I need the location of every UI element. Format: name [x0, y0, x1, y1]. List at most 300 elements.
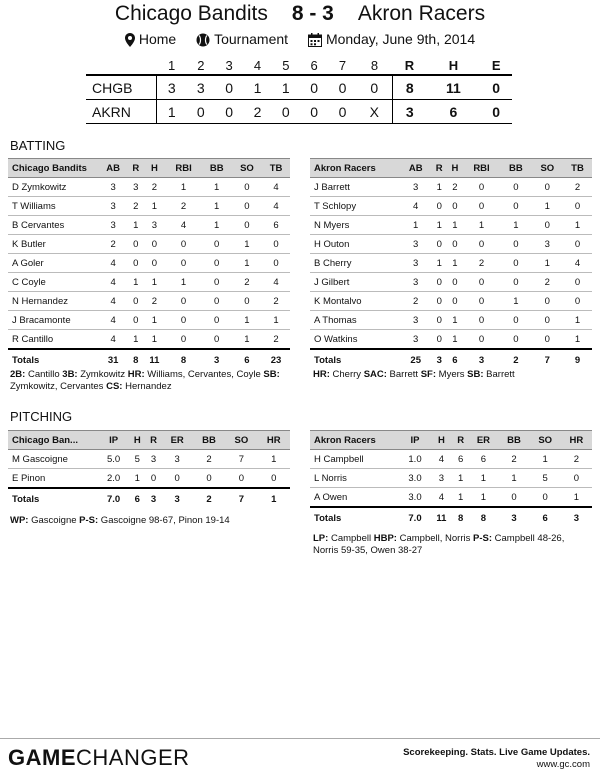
stat-value: 0 — [166, 235, 202, 254]
stat-value: 0 — [143, 254, 165, 273]
hits-header: H — [448, 57, 459, 73]
stat-column-header: SO — [232, 159, 262, 178]
stat-value: 1 — [202, 216, 232, 235]
stat-value: 0 — [431, 330, 447, 350]
logo-changer: CHANGER — [76, 745, 190, 770]
player-row — [310, 488, 592, 508]
home-pitching-notes — [10, 515, 290, 527]
stat-column-header: ER — [162, 431, 193, 450]
note-text: Gascoigne — [28, 515, 80, 526]
footer-tagline — [403, 747, 590, 771]
inning-score: 0 — [187, 100, 215, 124]
team-column-header: Akron Racers — [310, 431, 400, 450]
stat-value: 3 — [145, 450, 161, 469]
stat-value: 0 — [258, 469, 290, 489]
stat-value: 1 — [202, 178, 232, 197]
stat-value: 0 — [128, 311, 143, 330]
note-label: HR: — [127, 369, 145, 380]
player-name: T Schlopy — [310, 197, 400, 216]
stat-value: 1 — [431, 216, 447, 235]
stat-column-header: IP — [98, 431, 129, 450]
stat-value: 0 — [532, 292, 563, 311]
stat-column-header: H — [129, 431, 145, 450]
total-value: 6 — [447, 349, 463, 370]
total-value: 3 — [162, 488, 193, 509]
stat-value: 0 — [166, 292, 202, 311]
inning-score: 1 — [272, 75, 300, 100]
player-name: D Zymkowitz — [8, 178, 98, 197]
note-label: LP: — [313, 533, 329, 544]
player-row — [8, 450, 290, 469]
stat-value: 1 — [500, 216, 531, 235]
total-value: 25 — [400, 349, 431, 370]
player-row — [310, 311, 592, 330]
stat-value: 2 — [463, 254, 500, 273]
stat-value: 4 — [262, 178, 290, 197]
stat-value: 3 — [143, 216, 165, 235]
player-name: L Norris — [310, 469, 400, 488]
stat-value: 0 — [447, 197, 463, 216]
calendar-icon — [308, 33, 322, 47]
stat-value: 0 — [463, 235, 500, 254]
inning-score: X — [357, 100, 393, 124]
inning-score: 0 — [328, 100, 356, 124]
linescore-team: CHGB — [86, 75, 157, 100]
stat-value: 0 — [500, 235, 531, 254]
stat-value: 0 — [166, 330, 202, 350]
stat-value: 1 — [166, 178, 202, 197]
game-title — [0, 0, 600, 28]
date-info — [308, 29, 475, 49]
home-batting-notes — [10, 369, 290, 393]
stat-value: 2 — [563, 178, 592, 197]
ball-icon — [196, 33, 210, 47]
footer-divider — [0, 738, 600, 739]
player-name: H Campbell — [310, 450, 400, 469]
stat-value: 0 — [143, 235, 165, 254]
stat-value: 3 — [162, 450, 193, 469]
note-text: Cantillo — [25, 369, 63, 380]
stat-value: 1 — [232, 254, 262, 273]
stat-value: 1 — [232, 311, 262, 330]
stat-value: 0 — [202, 235, 232, 254]
stat-value: 4 — [98, 330, 128, 350]
note-text: Cherry — [329, 369, 364, 380]
stat-value: 0 — [431, 235, 447, 254]
stat-value: 1 — [262, 311, 290, 330]
stat-value: 0 — [563, 235, 592, 254]
pitching-section-title: PITCHING — [10, 409, 73, 424]
gamechanger-logo — [8, 745, 190, 771]
stat-header-row — [8, 431, 290, 450]
note-text: Myers — [436, 369, 468, 380]
stat-value: 0 — [431, 273, 447, 292]
stat-value: 0 — [532, 330, 563, 350]
inning-score: 1 — [157, 100, 187, 124]
away-pitching-notes — [313, 533, 583, 557]
stat-value: 3.0 — [400, 469, 430, 488]
inning-score: 0 — [300, 100, 328, 124]
player-name: B Cherry — [310, 254, 400, 273]
home-team-name: Chicago Bandits — [114, 2, 268, 25]
player-name: J Bracamonte — [8, 311, 98, 330]
total-value: 3 — [463, 349, 500, 370]
note-label: P-S: — [473, 533, 492, 544]
stat-value: 2.0 — [98, 469, 129, 489]
stat-value: 4 — [98, 292, 128, 311]
stat-value: 3 — [98, 197, 128, 216]
stat-value: 0 — [232, 197, 262, 216]
stat-value: 0 — [500, 273, 531, 292]
stat-value: 1 — [143, 273, 165, 292]
linescore-team: AKRN — [86, 100, 157, 124]
stat-value: 2 — [447, 178, 463, 197]
player-name: E Pinon — [8, 469, 98, 489]
total-hits: 6 — [427, 100, 481, 124]
player-row — [310, 254, 592, 273]
logo-game: GAME — [8, 745, 76, 770]
player-name: T Williams — [8, 197, 98, 216]
totals-row — [8, 488, 290, 509]
stat-value: 1 — [563, 311, 592, 330]
total-value: 11 — [143, 349, 165, 370]
total-hits: 11 — [427, 75, 481, 100]
stat-value: 0 — [563, 273, 592, 292]
stat-column-header: RBI — [166, 159, 202, 178]
stat-value: 0 — [193, 469, 225, 489]
stat-value: 0 — [530, 488, 561, 508]
stat-value: 3 — [400, 235, 431, 254]
stat-column-header: TB — [262, 159, 290, 178]
stat-value: 3 — [400, 254, 431, 273]
stat-value: 1 — [463, 216, 500, 235]
stat-column-header: R — [453, 431, 469, 450]
stat-value: 3 — [98, 178, 128, 197]
stat-value: 1 — [447, 311, 463, 330]
stat-column-header: BB — [202, 159, 232, 178]
linescore-row — [86, 100, 512, 124]
total-value: 11 — [430, 507, 453, 528]
stat-value: 3 — [532, 235, 563, 254]
stat-value: 0 — [202, 254, 232, 273]
stat-column-header: AB — [400, 159, 431, 178]
stat-value: 1 — [129, 469, 145, 489]
stat-value: 0 — [463, 273, 500, 292]
stat-value: 4 — [563, 254, 592, 273]
totals-row — [310, 349, 592, 370]
stat-value: 1 — [447, 330, 463, 350]
inning-score: 3 — [187, 75, 215, 100]
stat-header-row — [310, 159, 592, 178]
stat-value: 1 — [447, 254, 463, 273]
note-label: 3B: — [62, 369, 78, 380]
total-errors: 0 — [480, 100, 512, 124]
note-label: SB: — [467, 369, 484, 380]
inning-score: 1 — [243, 75, 271, 100]
linescore-table — [86, 56, 512, 124]
stat-value: 0 — [128, 254, 143, 273]
stat-value: 0 — [262, 254, 290, 273]
note-label: SB: — [263, 369, 280, 380]
note-text: Gascoigne 98-67, Pinon 19-14 — [98, 515, 230, 526]
stat-value: 0 — [447, 273, 463, 292]
player-name: A Goler — [8, 254, 98, 273]
player-row — [8, 216, 290, 235]
total-value: 3 — [202, 349, 232, 370]
total-value: 3 — [431, 349, 447, 370]
player-row — [310, 178, 592, 197]
tagline-text: Scorekeeping. Stats. Live Game Updates. — [403, 747, 590, 758]
player-row — [310, 273, 592, 292]
total-value: 3 — [145, 488, 161, 509]
stat-value: 1 — [453, 469, 469, 488]
stat-value: 2 — [262, 292, 290, 311]
inning-header: 2 — [197, 57, 205, 73]
stat-value: 0 — [500, 330, 531, 350]
inning-header: 6 — [310, 57, 318, 73]
stat-value: 2 — [143, 292, 165, 311]
player-row — [310, 292, 592, 311]
total-value: 2 — [500, 349, 531, 370]
total-value: 7 — [532, 349, 563, 370]
stat-value: 1 — [561, 488, 592, 508]
player-name: C Coyle — [8, 273, 98, 292]
map-pin-icon — [125, 33, 135, 47]
stat-value: 0 — [532, 216, 563, 235]
stat-column-header: HR — [561, 431, 592, 450]
stat-value: 6 — [468, 450, 498, 469]
stat-value: 1 — [447, 216, 463, 235]
stat-value: 0 — [162, 469, 193, 489]
total-runs: 8 — [392, 75, 426, 100]
stat-value: 1 — [232, 330, 262, 350]
stat-value: 1.0 — [400, 450, 430, 469]
stat-value: 4 — [98, 254, 128, 273]
stat-value: 1 — [498, 469, 529, 488]
stat-value: 2 — [166, 197, 202, 216]
note-text: Hernandez — [122, 381, 172, 392]
inning-score: 0 — [215, 75, 243, 100]
away-pitching-table — [310, 430, 592, 528]
stat-value: 0 — [563, 197, 592, 216]
stat-column-header: IP — [400, 431, 430, 450]
home-batting-table — [8, 158, 290, 370]
stat-column-header: SO — [532, 159, 563, 178]
stat-value: 2 — [532, 273, 563, 292]
player-name: A Thomas — [310, 311, 400, 330]
batting-section-title: BATTING — [10, 138, 66, 153]
stat-value: 0 — [447, 292, 463, 311]
stat-value: 0 — [500, 254, 531, 273]
team-column-header: Chicago Bandits — [8, 159, 98, 178]
total-value: 23 — [262, 349, 290, 370]
away-batting-table — [310, 158, 592, 370]
stat-value: 2 — [232, 273, 262, 292]
stat-column-header: AB — [98, 159, 128, 178]
note-text: Zymkowitz, Cervantes — [10, 381, 107, 392]
note-label: HR: — [313, 369, 330, 380]
player-row — [8, 330, 290, 350]
inning-score: 2 — [243, 100, 271, 124]
stat-value: 1 — [500, 292, 531, 311]
total-value: 1 — [258, 488, 290, 509]
stat-value: 3 — [98, 216, 128, 235]
stat-column-header: HR — [258, 431, 290, 450]
stat-value: 1 — [166, 273, 202, 292]
totals-label: Totals — [8, 488, 98, 509]
total-value: 31 — [98, 349, 128, 370]
location-info — [125, 29, 176, 49]
inning-header: 5 — [282, 57, 290, 73]
errors-header: E — [491, 57, 501, 73]
totals-row — [310, 507, 592, 528]
stat-value: 0 — [561, 469, 592, 488]
player-row — [8, 469, 290, 489]
total-value: 3 — [498, 507, 529, 528]
stat-column-header: SO — [530, 431, 561, 450]
total-runs: 3 — [392, 100, 426, 124]
stat-value: 0 — [463, 178, 500, 197]
stat-value: 1 — [143, 330, 165, 350]
stat-value: 2 — [561, 450, 592, 469]
stat-value: 1 — [530, 450, 561, 469]
stat-value: 0 — [563, 292, 592, 311]
stat-value: 2 — [498, 450, 529, 469]
home-pitching-table — [8, 430, 290, 509]
stat-value: 1 — [532, 254, 563, 273]
stat-value: 0 — [225, 469, 257, 489]
inning-score: 0 — [300, 75, 328, 100]
stat-value: 2 — [262, 330, 290, 350]
linescore-corner — [86, 56, 157, 75]
stat-column-header: BB — [193, 431, 225, 450]
stat-column-header: SO — [225, 431, 257, 450]
stat-column-header: ER — [468, 431, 498, 450]
totals-label: Totals — [310, 349, 400, 370]
player-row — [8, 178, 290, 197]
stat-value: 1 — [400, 216, 431, 235]
player-row — [310, 330, 592, 350]
player-row — [8, 292, 290, 311]
stat-value: 0 — [447, 235, 463, 254]
inning-score: 0 — [357, 75, 393, 100]
inning-score: 0 — [272, 100, 300, 124]
stat-value: 4 — [262, 273, 290, 292]
player-name: N Hernandez — [8, 292, 98, 311]
stat-value: 1 — [128, 330, 143, 350]
stat-value: 1 — [431, 178, 447, 197]
stat-value: 3 — [400, 311, 431, 330]
linescore-row — [86, 75, 512, 100]
stat-value: 1 — [563, 216, 592, 235]
stat-value: 3 — [400, 330, 431, 350]
stat-value: 0 — [232, 216, 262, 235]
stat-value: 3 — [400, 178, 431, 197]
stat-column-header: RBI — [463, 159, 500, 178]
stat-value: 0 — [498, 488, 529, 508]
total-value: 2 — [193, 488, 225, 509]
stat-value: 0 — [166, 311, 202, 330]
stat-value: 4 — [166, 216, 202, 235]
inning-header: 7 — [338, 57, 347, 73]
stat-column-header: R — [145, 431, 161, 450]
note-label: WP: — [10, 515, 29, 526]
stat-value: 6 — [262, 216, 290, 235]
stat-value: 0 — [532, 178, 563, 197]
stat-value: 0 — [145, 469, 161, 489]
away-team-name: Akron Racers — [357, 2, 486, 25]
stat-value: 0 — [431, 197, 447, 216]
stat-value: 1 — [532, 197, 563, 216]
stat-value: 4 — [400, 197, 431, 216]
stat-column-header: H — [430, 431, 453, 450]
stat-value: 1 — [468, 488, 498, 508]
stat-value: 2 — [98, 235, 128, 254]
stat-value: 0 — [166, 254, 202, 273]
player-name: H Outon — [310, 235, 400, 254]
stat-value: 0 — [463, 197, 500, 216]
stat-value: 0 — [463, 292, 500, 311]
note-text: Zymkowitz — [77, 369, 128, 380]
team-column-header: Chicago Ban... — [8, 431, 98, 450]
inning-score: 3 — [157, 75, 187, 100]
stat-value: 3 — [430, 469, 453, 488]
inning-header: 4 — [253, 57, 262, 73]
stat-value: 1 — [258, 450, 290, 469]
player-name: N Myers — [310, 216, 400, 235]
inning-score: 0 — [215, 100, 243, 124]
stat-column-header: TB — [563, 159, 592, 178]
stat-value: 2 — [193, 450, 225, 469]
player-name: M Gascoigne — [8, 450, 98, 469]
stat-column-header: BB — [498, 431, 529, 450]
player-name: K Butler — [8, 235, 98, 254]
total-value: 8 — [166, 349, 202, 370]
stat-value: 1 — [232, 235, 262, 254]
player-row — [8, 197, 290, 216]
player-row — [310, 216, 592, 235]
player-name: B Cervantes — [8, 216, 98, 235]
stat-value: 4 — [262, 197, 290, 216]
stat-value: 1 — [453, 488, 469, 508]
player-row — [310, 450, 592, 469]
stat-value: 0 — [463, 330, 500, 350]
stat-value: 0 — [500, 178, 531, 197]
player-name: J Gilbert — [310, 273, 400, 292]
note-text: Williams, Cervantes, Coyle — [144, 369, 264, 380]
stat-value: 0 — [202, 292, 232, 311]
stat-column-header: R — [431, 159, 447, 178]
stat-column-header: H — [143, 159, 165, 178]
total-value: 7.0 — [400, 507, 430, 528]
player-name: K Montalvo — [310, 292, 400, 311]
stat-value: 0 — [431, 292, 447, 311]
event-info — [196, 29, 288, 49]
note-label: 2B: — [10, 369, 26, 380]
player-row — [310, 197, 592, 216]
linescore-header — [86, 56, 512, 75]
player-row — [8, 273, 290, 292]
location-label: Home — [138, 31, 177, 47]
stat-value: 5 — [530, 469, 561, 488]
note-label: SAC: — [363, 369, 387, 380]
stat-value: 0 — [202, 311, 232, 330]
stat-value: 1 — [143, 197, 165, 216]
total-value: 6 — [129, 488, 145, 509]
stat-value: 0 — [232, 292, 262, 311]
stat-value: 1 — [128, 216, 143, 235]
total-value: 9 — [563, 349, 592, 370]
